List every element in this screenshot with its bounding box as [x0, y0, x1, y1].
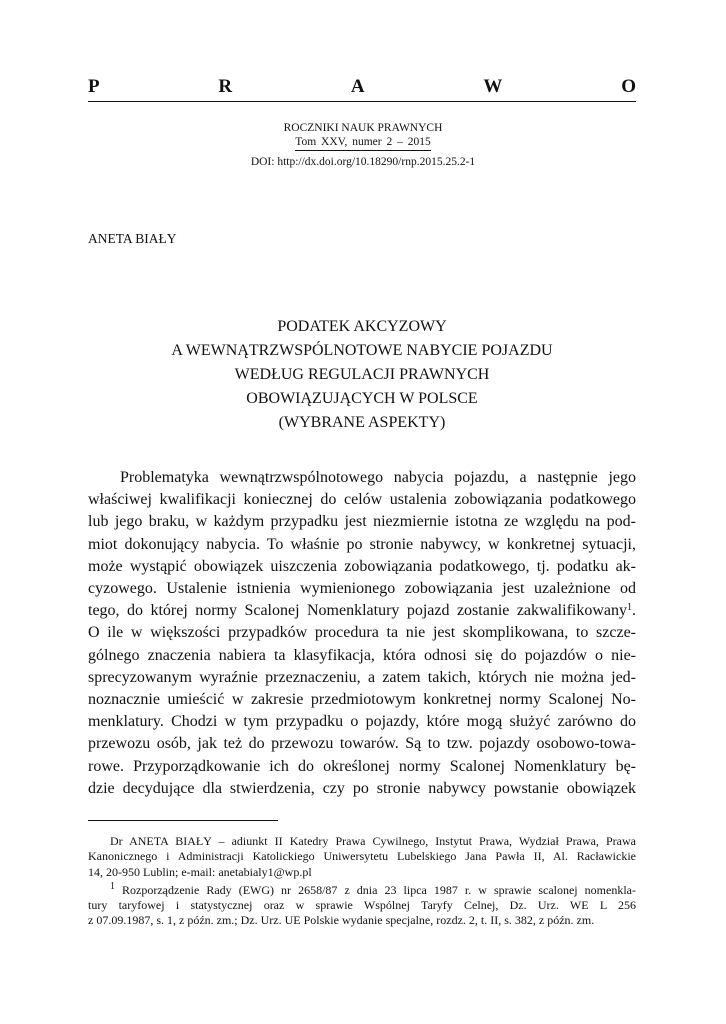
- body-line-text: tego, do której normy Scalonej Nomenklatury pojazd zostanie zakwalifikowany: [88, 602, 627, 620]
- title-line: WEDŁUG REGULACJI PRAWNYCH: [234, 366, 490, 383]
- body-line: właściwej kwalifikacji koniecznej do celów ustalenia zobowiązania podatkowego: [88, 491, 636, 509]
- footnote-1-text: Rozporządzenie Rady (EWG) nr 2658/87 z dnia 23 lipca 1987 r. w sprawie scalonej nomenkla-: [122, 882, 636, 897]
- journal-letter: P: [88, 76, 100, 97]
- body-line: dzie decydujące dla stwierdzenia, czy po stronie nabywcy powstanie obowiązek: [88, 779, 636, 797]
- journal-letter: W: [483, 76, 503, 97]
- footnotes: [88, 834, 636, 929]
- author-note-line: Kanonicznego i Administracji Katolickiego Uniwersytetu Lubelskiego Jana Pawła II, Al. Racławickie: [88, 849, 636, 864]
- body-line: menklatury. Chodzi w tym przypadku o pojazdy, które mogą służyć zarówno do: [88, 713, 636, 731]
- series-name: ROCZNIKI NAUK PRAWNYCH: [283, 122, 443, 134]
- title-line: OBOWIĄZUJĄCYCH W POLSCE: [246, 390, 478, 407]
- footnote-reference[interactable]: 1: [627, 602, 632, 614]
- author-note-line: Dr ANETA BIAŁY – adiunkt II Katedry Prawa Cywilnego, Instytut Prawa, Wydział Prawa, Prawa: [110, 834, 636, 848]
- footnote-1-line: tury taryfowej i statystycznej oraz w sprawie Wspólnej Taryfy Celnej, Dz. Urz. WE L 256: [88, 898, 636, 913]
- body-paragraph: [88, 467, 636, 800]
- author-note-line: 14, 20-950 Lublin; e-mail: anetabialy1@wp.pl: [88, 864, 312, 879]
- volume-line: Tom XXV, numer 2 – 2015: [295, 135, 430, 151]
- body-line: O ile w większości przypadków procedura ta nie jest skomplikowana, to szcze-: [88, 624, 636, 642]
- series-info: [0, 121, 726, 151]
- body-line: może wystąpić obowiązek uiszczenia zobowiązania podatkowego, tj. podatku ak-: [88, 557, 636, 575]
- body-line: cyzowego. Ustalenie istnienia wymienionego zobowiązania jest uzależnione od: [88, 580, 636, 598]
- author-name: ANETA BIAŁY: [88, 231, 177, 246]
- body-line: gólnego znaczenia nabiera ta klasyfikacja, która odnosi się do pojazdów o nie-: [88, 646, 636, 664]
- article-title: [88, 315, 636, 435]
- body-line: rowe. Przyporządkowanie ich do określonej normy Scalonej Nomenklatury bę-: [88, 757, 636, 775]
- journal-letter: R: [218, 76, 233, 97]
- body-line-with-footnote: [88, 600, 636, 622]
- journal-letter: A: [350, 76, 365, 97]
- sentence-period: .: [632, 602, 636, 620]
- title-line: PODATEK AKCYZOWY: [277, 318, 447, 335]
- title-line: A WEWNĄTRZWSPÓLNOTOWE NABYCIE POJAZDU: [171, 342, 553, 359]
- header-divider: [88, 101, 636, 102]
- footnote-1-marker: 1: [110, 880, 115, 892]
- footnote-1-line: [88, 880, 636, 898]
- body-line: lub jego braku, w każdym przypadku jest niezmiernie istotna ze względu na pod-: [88, 513, 636, 531]
- journal-letter: O: [621, 76, 636, 97]
- body-line: miot dokonujący nabycia. To właśnie po stronie nabywcy, w konkretnej sytuacji,: [88, 535, 636, 553]
- title-line: (WYBRANE ASPEKTY): [278, 414, 446, 431]
- body-line: noznacznie umieścić w zakresie przedmiotowym konkretnej normy Scalonej No-: [88, 691, 636, 709]
- body-line: Problematyka wewnątrzwspólnotowego nabycia pojazdu, a następnie jego: [120, 469, 636, 486]
- footnote-1-line: z 07.09.1987, s. 1, z późn. zm.; Dz. Urz. UE Polskie wydanie specjalne, rozdz. 2, t. II, s. 382, z późn. zm.: [88, 913, 595, 928]
- body-line: sprecyzowanym wyraźnie przeznaczeniu, a zatem takich, których nie można jed-: [88, 668, 636, 686]
- doi-line: DOI: http://dx.doi.org/10.18290/rnp.2015.25.2-1: [250, 156, 476, 168]
- body-line: przewozu osób, jak też do przewozu towarów. Są to tzw. pojazdy osobowo-towa-: [88, 735, 636, 753]
- journal-name: [88, 76, 636, 98]
- footnote-divider: [88, 820, 278, 821]
